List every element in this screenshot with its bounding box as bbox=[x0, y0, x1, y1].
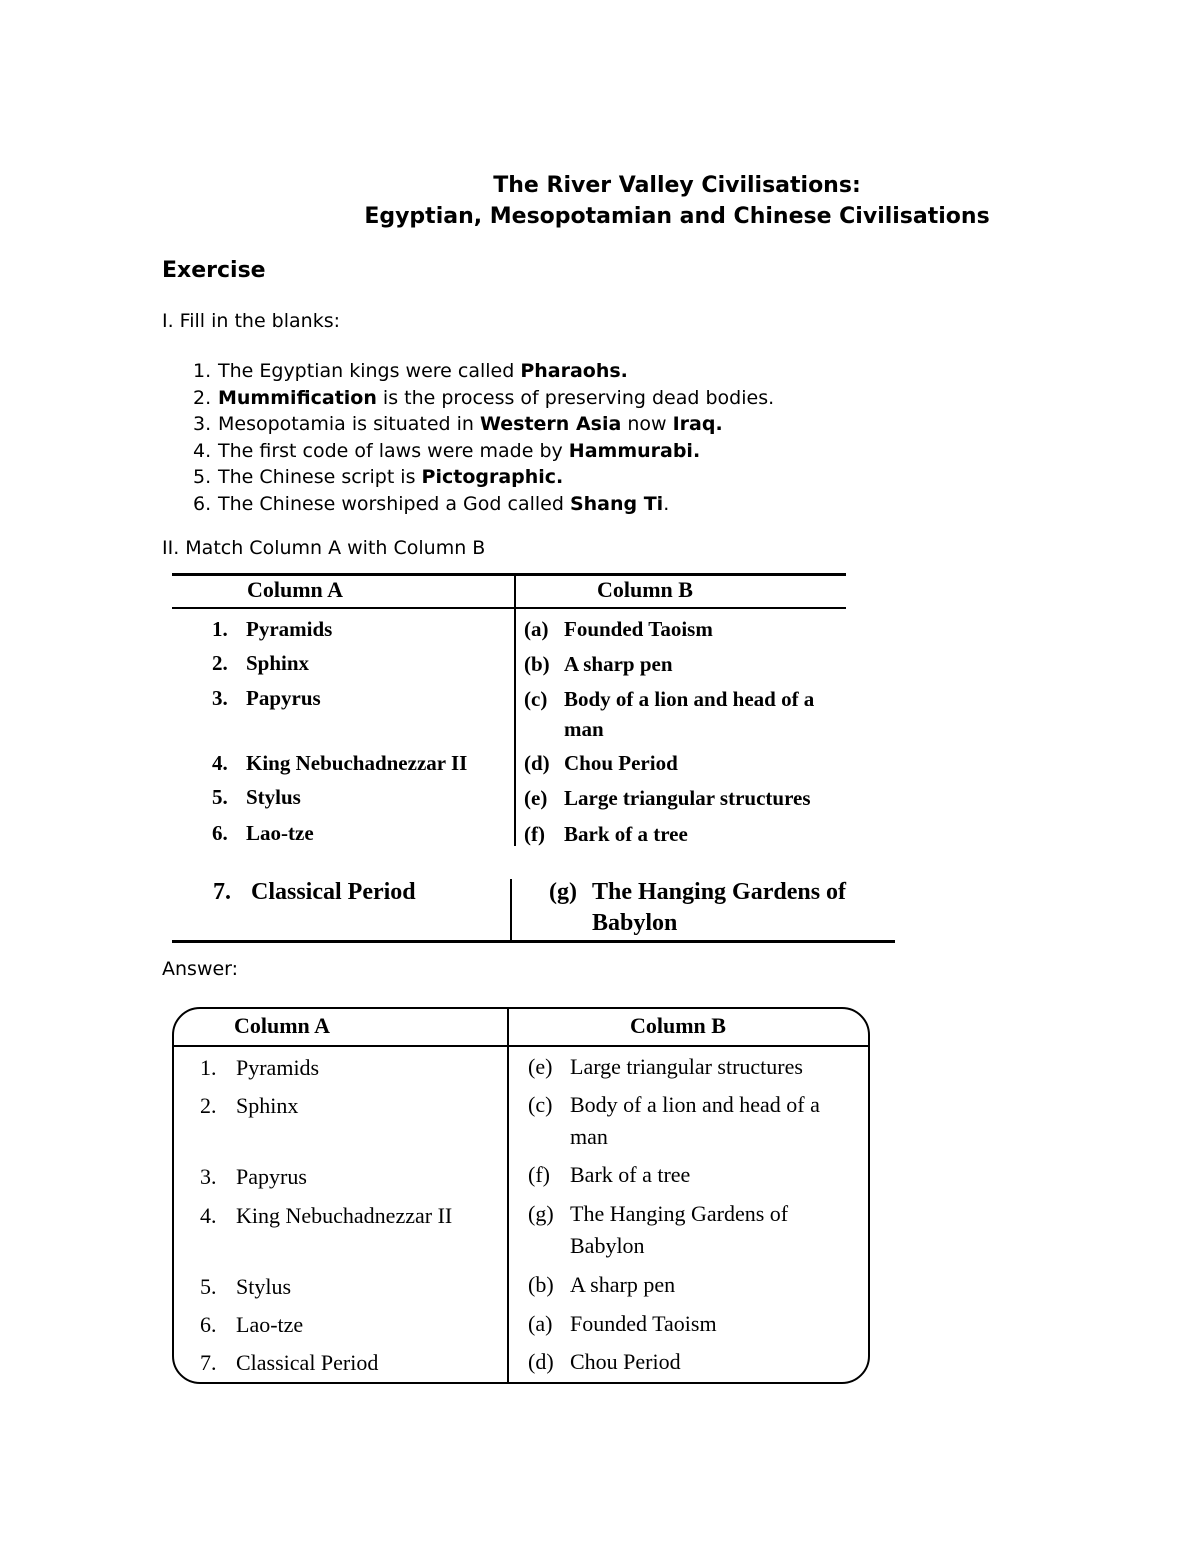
column-a-text: Sphinx bbox=[246, 651, 310, 675]
column-b-text-cont: Babylon bbox=[570, 1233, 645, 1258]
fill-in-blanks-list bbox=[193, 358, 774, 517]
column-a-text: Classical Period bbox=[251, 879, 416, 905]
table-row bbox=[528, 1159, 690, 1191]
table-row bbox=[212, 748, 467, 778]
row-number: 3. bbox=[200, 1164, 217, 1189]
list-item bbox=[193, 464, 774, 491]
column-a-text: Lao-tze bbox=[236, 1312, 304, 1337]
row-number: 7. bbox=[200, 1350, 217, 1375]
option-letter: (d) bbox=[524, 751, 550, 775]
option-letter: (g) bbox=[528, 1201, 554, 1226]
column-b-text: Bark of a tree bbox=[570, 1162, 691, 1187]
option-letter: (b) bbox=[528, 1272, 554, 1297]
list-item bbox=[193, 358, 774, 385]
page-title bbox=[0, 170, 1200, 232]
item-text: The Chinese worshiped a God called bbox=[218, 492, 570, 515]
table-row bbox=[212, 683, 321, 713]
column-b-text-cont: man bbox=[570, 1124, 608, 1149]
table-row bbox=[524, 783, 811, 813]
option-letter: (e) bbox=[528, 1054, 553, 1079]
table-column-divider bbox=[510, 879, 512, 942]
table-row bbox=[200, 1347, 378, 1379]
table-row bbox=[212, 818, 314, 848]
option-letter: (b) bbox=[524, 652, 550, 676]
option-letter: (f) bbox=[528, 1162, 550, 1187]
column-b-text: Chou Period bbox=[564, 751, 678, 775]
item-answer: Mummification bbox=[218, 386, 377, 409]
row-number: 3. bbox=[212, 686, 228, 710]
table-header-rule bbox=[172, 607, 846, 609]
column-b-text: A sharp pen bbox=[570, 1272, 676, 1297]
table-row bbox=[528, 1308, 717, 1340]
column-b-text: A sharp pen bbox=[564, 652, 673, 676]
column-a-text: Pyramids bbox=[246, 617, 333, 641]
column-a-text: King Nebuchadnezzar II bbox=[236, 1203, 453, 1228]
table-row bbox=[200, 1090, 298, 1122]
table-row bbox=[200, 1161, 307, 1193]
option-letter: (d) bbox=[528, 1349, 554, 1374]
row-number: 2. bbox=[212, 651, 228, 675]
table-row bbox=[213, 877, 416, 907]
column-a-text: Lao-tze bbox=[246, 821, 314, 845]
column-b-text: Bark of a tree bbox=[564, 822, 688, 846]
column-b-text-cont: man bbox=[564, 717, 604, 741]
row-number: 1. bbox=[200, 1055, 217, 1080]
column-b-header: Column B bbox=[597, 577, 693, 602]
row-number: 6. bbox=[200, 1312, 217, 1337]
list-item bbox=[193, 411, 774, 438]
column-a-header: Column A bbox=[247, 577, 343, 602]
item-answer: Pharaohs. bbox=[520, 360, 628, 382]
item-text: The Egyptian kings were called bbox=[218, 360, 521, 382]
column-b-text: Body of a lion and head of a bbox=[564, 687, 815, 711]
table-row bbox=[524, 748, 678, 778]
table-row bbox=[200, 1271, 291, 1303]
item-number: 3. bbox=[193, 413, 212, 435]
column-b-text: Large triangular structures bbox=[564, 786, 811, 810]
option-letter: (e) bbox=[524, 786, 548, 810]
item-answer: Shang Ti bbox=[569, 492, 664, 515]
list-item bbox=[193, 438, 774, 465]
row-number: 5. bbox=[212, 785, 228, 809]
item-answer: Western Asia bbox=[479, 413, 622, 435]
row-number: 6. bbox=[212, 821, 228, 845]
option-letter: (f) bbox=[524, 822, 545, 846]
option-letter: (a) bbox=[524, 617, 549, 641]
table-column-divider bbox=[514, 574, 516, 846]
list-item bbox=[193, 385, 774, 412]
item-text: . bbox=[663, 492, 670, 515]
table-top-rule bbox=[172, 573, 846, 576]
item-number: 4. bbox=[193, 439, 212, 462]
title-line-1: The River Valley Civilisations: bbox=[493, 173, 861, 198]
table-row bbox=[549, 877, 846, 939]
table-bottom-rule bbox=[172, 940, 895, 943]
table-row bbox=[200, 1200, 452, 1232]
item-text: The Chinese script is bbox=[218, 466, 422, 488]
item-answer: Hammurabi. bbox=[568, 439, 701, 462]
option-letter: (a) bbox=[528, 1311, 553, 1336]
table-row bbox=[524, 684, 814, 744]
exercise-heading: Exercise bbox=[162, 258, 266, 283]
item-answer: Pictographic. bbox=[421, 466, 564, 488]
column-b-text: Chou Period bbox=[570, 1349, 681, 1374]
table-row bbox=[528, 1089, 820, 1153]
column-b-text: Large triangular structures bbox=[570, 1054, 803, 1079]
column-a-text: Papyrus bbox=[246, 686, 321, 710]
row-number: 1. bbox=[212, 617, 228, 641]
column-b-text: Body of a lion and head of a bbox=[570, 1092, 820, 1117]
item-number: 5. bbox=[193, 466, 212, 488]
column-b-text: Founded Taoism bbox=[570, 1311, 717, 1336]
table-row bbox=[524, 649, 673, 679]
answer-label: Answer: bbox=[162, 958, 239, 980]
section-2-heading: II. Match Column A with Column B bbox=[162, 537, 486, 559]
table-row bbox=[528, 1269, 675, 1301]
table-row bbox=[212, 782, 301, 812]
column-a-text: Stylus bbox=[246, 785, 301, 809]
table-row bbox=[528, 1198, 788, 1262]
option-letter: (g) bbox=[549, 879, 577, 905]
item-number: 6. bbox=[193, 492, 212, 515]
answer-column-a-header: Column A bbox=[234, 1013, 330, 1038]
column-b-text: The Hanging Gardens of bbox=[570, 1201, 789, 1226]
table-row bbox=[524, 819, 688, 849]
row-number: 5. bbox=[200, 1274, 217, 1299]
item-number: 2. bbox=[193, 386, 212, 409]
answer-column-b-header: Column B bbox=[630, 1013, 726, 1038]
table-row bbox=[528, 1051, 803, 1083]
answer-header-rule bbox=[173, 1045, 868, 1047]
option-letter: (c) bbox=[528, 1092, 553, 1117]
item-text: The first code of laws were made by bbox=[218, 439, 569, 462]
item-number: 1. bbox=[193, 360, 212, 382]
table-row bbox=[200, 1309, 303, 1341]
column-a-text: Stylus bbox=[236, 1274, 292, 1299]
item-text: Mesopotamia is situated in bbox=[218, 413, 480, 435]
list-item bbox=[193, 491, 774, 518]
column-a-text: Papyrus bbox=[236, 1164, 307, 1189]
column-b-text: The Hanging Gardens of bbox=[592, 879, 847, 905]
item-text: now bbox=[621, 413, 673, 435]
item-answer: Iraq. bbox=[672, 413, 723, 435]
column-b-text: Founded Taoism bbox=[564, 617, 713, 641]
table-row bbox=[200, 1052, 319, 1084]
row-number: 4. bbox=[200, 1203, 217, 1228]
option-letter: (c) bbox=[524, 687, 548, 711]
column-a-text: Pyramids bbox=[236, 1055, 320, 1080]
answer-column-divider bbox=[507, 1008, 509, 1382]
title-line-2: Egyptian, Mesopotamian and Chinese Civilisations bbox=[364, 204, 990, 229]
table-row bbox=[212, 648, 309, 678]
column-b-text-cont: Babylon bbox=[592, 910, 678, 936]
row-number: 7. bbox=[213, 879, 231, 905]
row-number: 4. bbox=[212, 751, 228, 775]
table-row bbox=[524, 614, 713, 644]
column-a-text: Sphinx bbox=[236, 1093, 299, 1118]
column-a-text: Classical Period bbox=[236, 1350, 379, 1375]
column-a-text: King Nebuchadnezzar II bbox=[246, 751, 468, 775]
table-row bbox=[212, 614, 332, 644]
item-text: is the process of preserving dead bodies. bbox=[376, 386, 775, 409]
row-number: 2. bbox=[200, 1093, 217, 1118]
table-row bbox=[528, 1346, 681, 1378]
section-1-heading: I. Fill in the blanks: bbox=[162, 310, 341, 332]
